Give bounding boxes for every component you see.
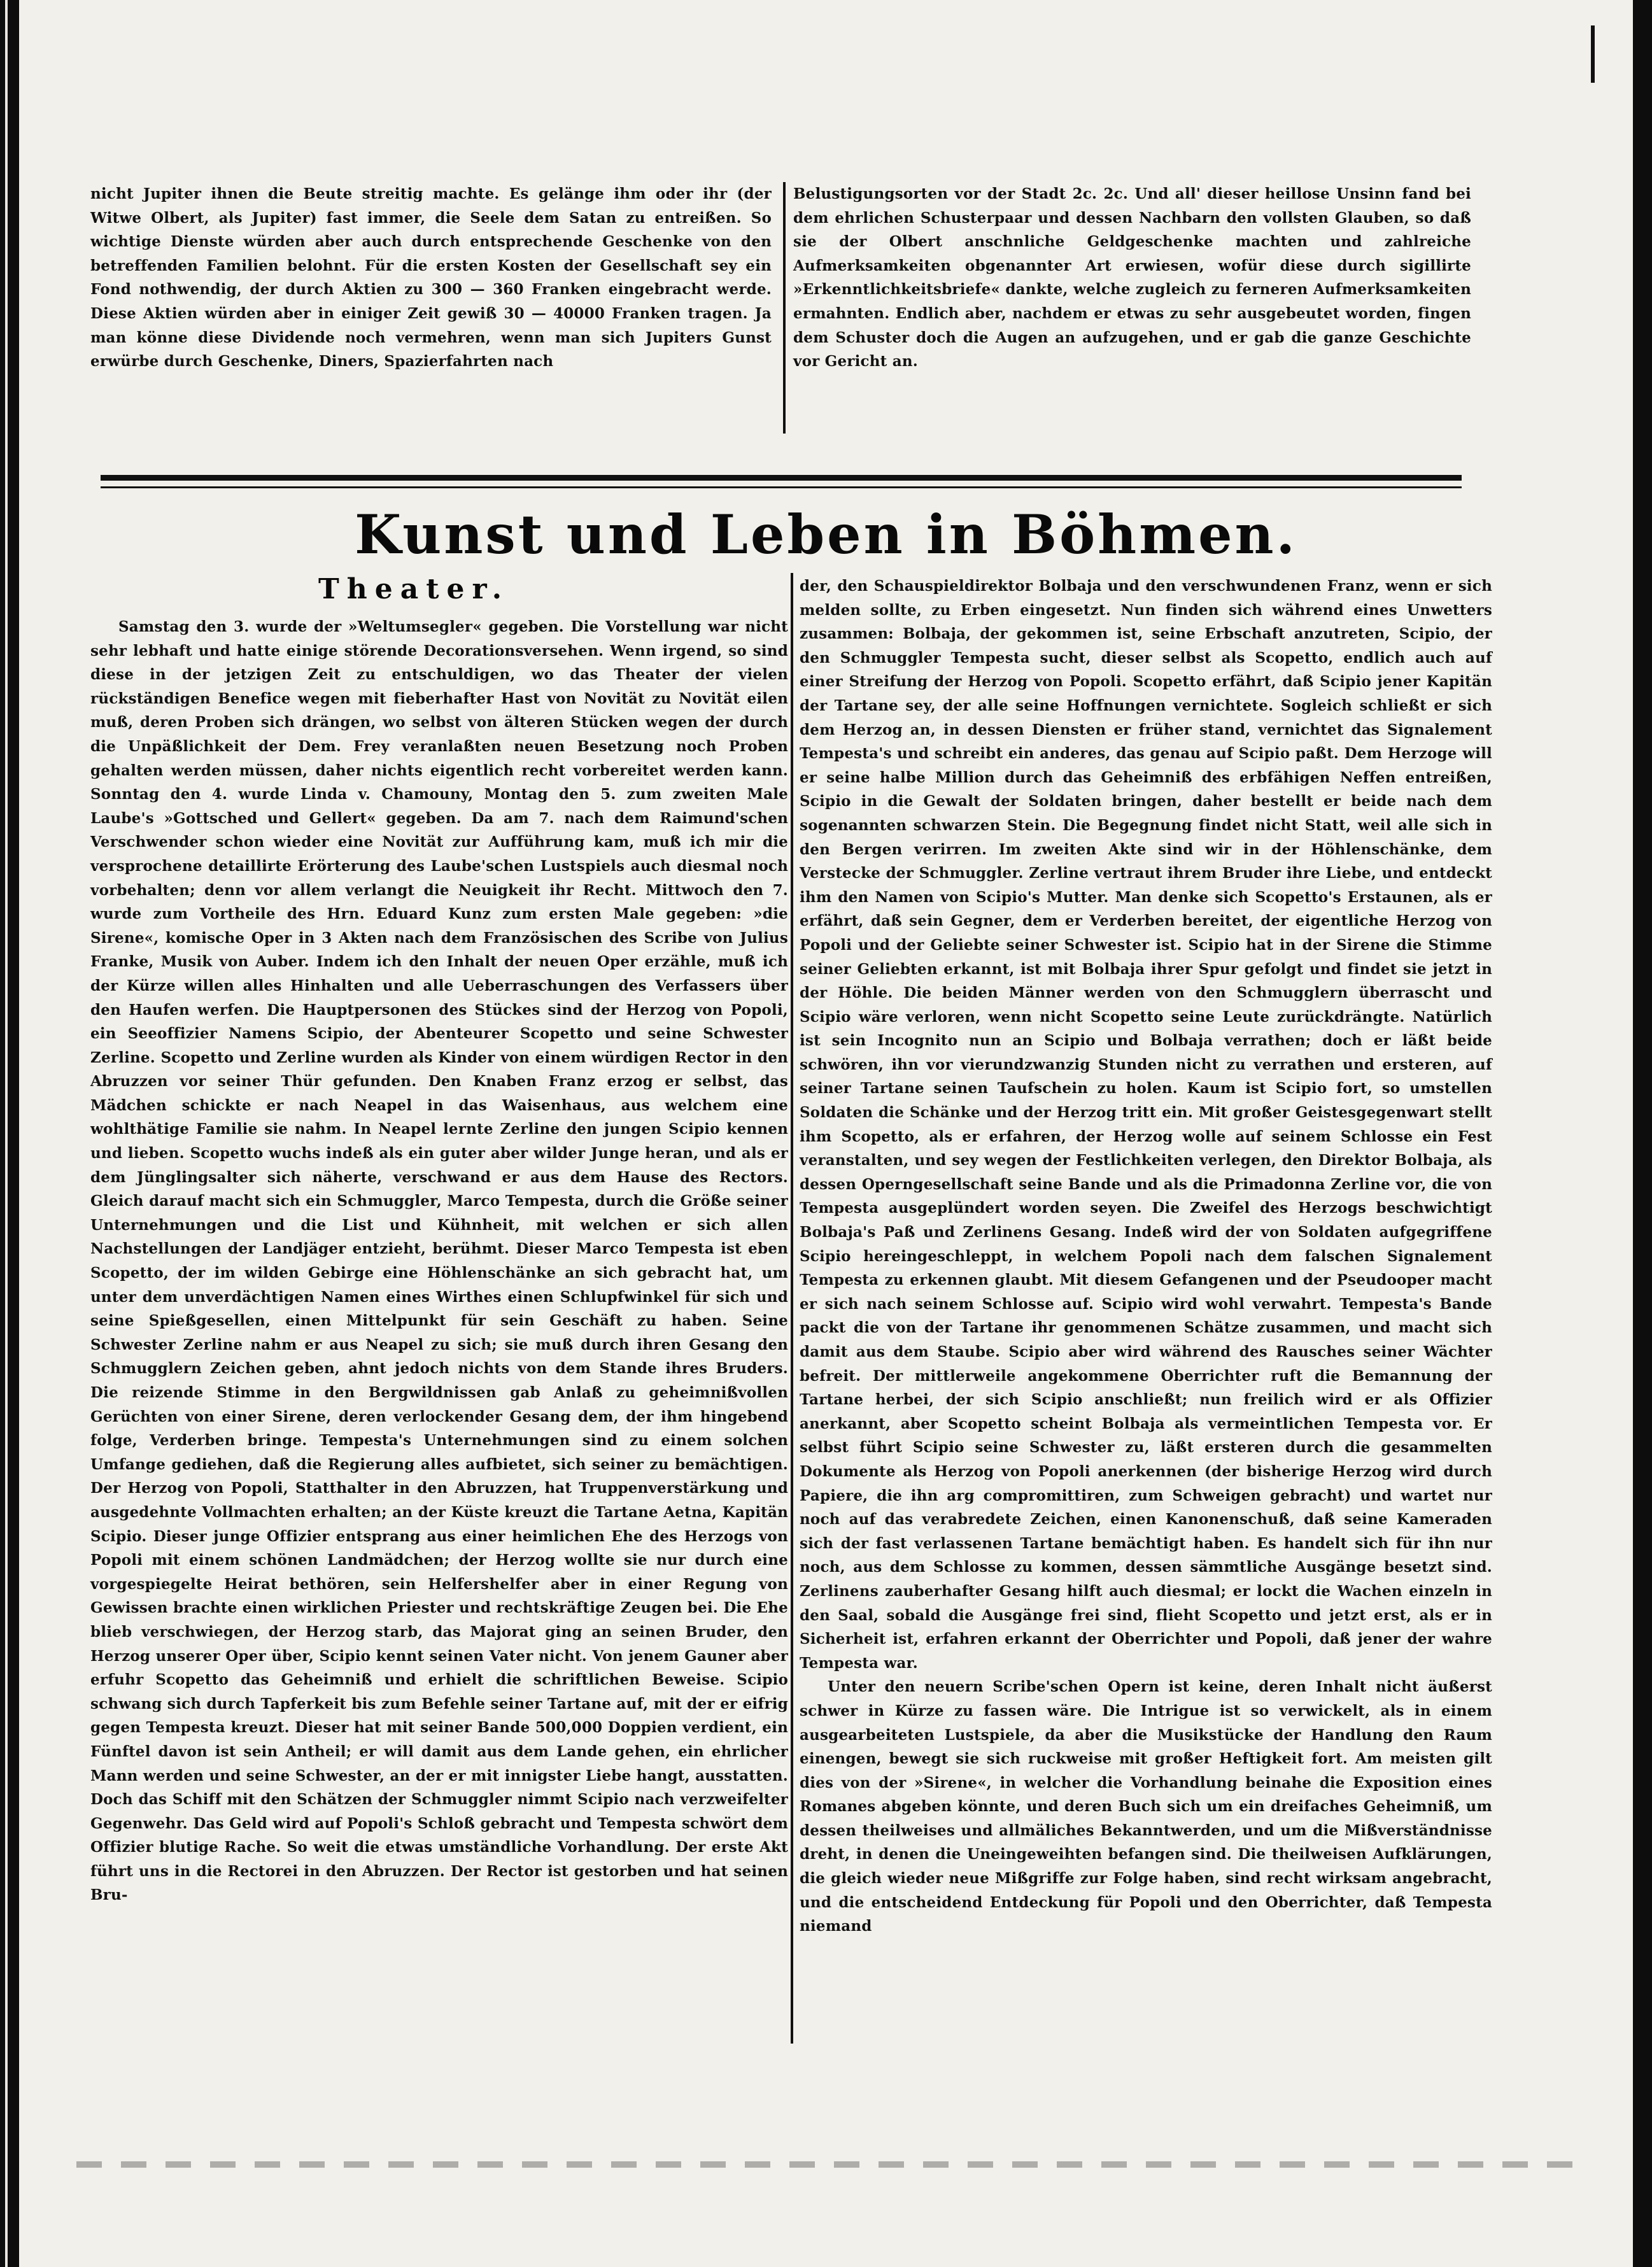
section-headline: Kunst und Leben in Böhmen. [355,503,1297,566]
corner-mark [1546,25,1595,83]
paragraph: nicht Jupiter ihnen die Beute streitig machte. Es gelänge ihm oder ihr (der Witwe Olbert, als Jupiter) fast immer, die Seele dem Satan zu entreißen. So wichtige Dienste würden aber auch durch entsprechende Geschenke von den betreffenden Familien belohnt. Für die ersten Kosten der Gesellschaft sey ein Fond nothwendig, der durch Aktien zu 300 — 360 Franken eingebracht werde. Diese Aktien würden aber in einiger Zeit gewiß 30 — 40000 Franken tragen. Ja man könne diese Dividende noch vermehren, wenn man sich Jupiters Gunst erwürbe durch Geschenke, Diners, Spazierfahrten nach [90,185,772,371]
page-right-edge [1633,0,1652,2267]
section-rule [101,475,1462,481]
column-divider-bottom [791,573,793,2044]
column-divider-top [783,182,786,434]
top-right-column [793,182,1471,374]
bottom-right-column [800,574,1492,1939]
newspaper-page [19,0,1633,2267]
section-rule-thin [101,486,1462,488]
paragraph: der, den Schauspieldirektor Bolbaja und den verschwundenen Franz, wenn er sich melden sollte, zu Erben eingesetzt. Nun finden sich während eines Unwetters zusammen: Bolbaja, der gekommen ist, seine Erbschaft anzutreten, Scipio, der den Schmuggler Tempesta sucht, dieser selbst als Scopetto, endlich auch auf einer Streifung der Herzog von Popoli. Scopetto erfährt, daß Scipio jener Kapitän der Tartane sey, der alle seine Hoffnungen vernichtete. Sogleich schließt er sich dem Herzog an, in dessen Diensten er früher stand, vernichtet das Signalement Tempesta's und schreibt ein anderes, das genau auf Scipio paßt. Dem Herzoge will er seine halbe Million durch das Geheimniß des erbfähigen Neffen entreißen, Scipio in die Gewalt der Soldaten bringen, daher bestellt er beide nach dem sogenannten schwarzen Stein. Die Begegnung findet nicht Statt, weil alle sich in den Bergen verirren. Im zweiten Akte sind wir in der Höhlenschänke, dem Verstecke der Schmuggler. Zerline vertraut ihrem Bruder ihre Liebe, und entdeckt ihm den Namen von Scipio's Mutter. Man denke sich Scopetto's Erstaunen, als er erfährt, daß sein Gegner, dem er Verderben bereitet, der eigentliche Herzog von Popoli und der Geliebte seiner Schwester ist. Scipio hat in der Sirene die Stimme seiner Geliebten erkannt, ist mit Bolbaja ihrer Spur gefolgt und findet sie jetzt in der Höhle. Die beiden Männer werden von den Schmugglern überrascht und Scipio wäre verloren, wenn nicht Scopetto seine Leute zurückdrängte. Natürlich ist sein Incognito nun an Scipio und Bolbaja verrathen; doch er läßt beide schwören, ihn vor vierundzwanzig Stunden nicht zu verrathen und ersteren, auf seiner Tartane seinen Taufschein zu holen. Kaum ist Scipio fort, so umstellen Soldaten die Schänke und der Herzog tritt ein. Mit großer Geistesgegenwart stellt ihm Scopetto, als er erfahren, der Herzog wolle auf seinem Schlosse ein Fest veranstalten, und sey wegen der Festlichkeiten verlegen, den Direktor Bolbaja, als dessen Operngesellschaft seine Bande und als die Primadonna Zerline vor, die von Tempesta ausgeplündert worden seyen. Die Zweifel des Herzogs beschwichtigt Bolbaja's Paß und Zerlinens Gesang. Indeß wird der von Soldaten aufgegriffene Scipio hereingeschleppt, in welchem Popoli nach dem falschen Signalement Tempesta zu erkennen glaubt. Mit diesem Gefangenen und der Pseudooper macht er sich nach seinem Schlosse auf. Scipio wird wohl verwahrt. Tempesta's Bande packt die von der Tartane ihr genommenen Schätze zusammen, und macht sich damit aus dem Staube. Scipio aber wird während des Rausches seiner Wächter befreit. Der mittlerweile angekommene Oberrichter ruft die Bemannung der Tartane herbei, der sich Scipio anschließt; nun freilich wird er als Offizier anerkannt, aber Scopetto scheint Bolbaja als vermeintlichen Tempesta vor. Er selbst führt Scipio seine Schwester zu, läßt ersteren durch die gesammelten Dokumente als Herzog von Popoli anerkennen (der bisherige Herzog wird durch Papiere, die ihn arg compromittiren, zum Schweigen gebracht) und wartet nur noch auf das verabredete Zeichen, einen Kanonenschuß, daß seine Kameraden sich der fast verlassenen Tartane bemächtigt haben. Es handelt sich für ihn nur noch, aus dem Schlosse zu kommen, dessen sämmtliche Ausgänge besetzt sind. Zerlinens zauberhafter Gesang hilft auch diesmal; er lockt die Wachen einzeln in den Saal, sobald die Ausgänge frei sind, flieht Scopetto und jetzt erst, als er in Sicherheit ist, erfahren erkannt der Oberrichter und Popoli, daß jener der wahre Tempesta war. [800,577,1492,1672]
footer-ornament [76,2161,1579,2168]
subsection-heading: Theater. [318,573,510,605]
paragraph: Unter den neuern Scribe'schen Opern ist keine, deren Inhalt nicht äußerst schwer in Kürze zu fassen wäre. Die Intrigue ist so verwickelt, als in einem ausgearbeiteten Lustspiele, da aber die Musikstücke der Handlung den Raum einengen, bewegt sie sich ruckweise mit großer Heftigkeit fort. Am meisten gilt dies von der »Sirene«, in welcher die Vorhandlung beinahe die Exposition eines Romanes abgeben könnte, und deren Buch sich um ein dreifaches Geheimniß, um dessen theilweises und allmäliches Bekanntwerden, und um die Mißverständnisse dreht, in denen die Uneingeweihten befangen sind. Die theilweisen Aufklärungen, die gleich wieder neue Mißgriffe zur Folge haben, sind recht wirksam angebracht, und die entscheidend Entdeckung für Popoli und den Oberrichter, daß Tempesta niemand [800,1678,1492,1935]
paragraph: Belustigungsorten vor der Stadt 2c. 2c. Und all' dieser heillose Unsinn fand bei dem ehrlichen Schusterpaar und dessen Nachbarn den vollsten Glauben, so daß sie der Olbert anschnliche Geldgeschenke machten und zahlreiche Aufmerksamkeiten obgenannter Art erwiesen, wofür diese durch sigillirte »Erkenntlichkeitsbriefe« dankte, welche zugleich zu ferneren Aufmerksamkeiten ermahnten. Endlich aber, nachdem er etwas zu sehr ausgebeutet worden, fingen dem Schuster doch die Augen an aufzugehen, und er gab die ganze Geschichte vor Gericht an. [793,185,1471,371]
top-left-column [90,182,772,374]
paragraph: Samstag den 3. wurde der »Weltumsegler« gegeben. Die Vorstellung war nicht sehr lebhaft und hatte einige störende Decorationsversehen. Wenn irgend, so sind diese in der jetzigen Zeit zu entschuldigen, wo das Theater der vielen rückständigen Benefice wegen mit fieberhafter Hast von Novität zu Novität eilen muß, deren Proben sich drängen, wo selbst von älteren Stücken wegen der durch die Unpäßlichkeit der Dem. Frey veranlaßten neuen Besetzung noch Proben gehalten werden müssen, daher nichts eigentlich recht vorbereitet werden kann. Sonntag den 4. wurde Linda v. Chamouny, Montag den 5. zum zweiten Male Laube's »Gottsched und Gellert« gegeben. Da am 7. nach dem Raimund'schen Verschwender schon wieder eine Novität zur Aufführung kam, muß ich mir die versprochene detaillirte Erörterung des Laube'schen Lustspiels auch diesmal noch vorbehalten; denn vor allem verlangt die Neuigkeit ihr Recht. Mittwoch den 7. wurde zum Vortheile des Hrn. Eduard Kunz zum ersten Male gegeben: »die Sirene«, komische Oper in 3 Akten nach dem Französischen des Scribe von Julius Franke, Musik von Auber. Indem ich den Inhalt der neuen Oper erzähle, muß ich der Kürze willen alles Hinhalten und alle Ueberraschungen des Verfassers über den Haufen werfen. Die Hauptpersonen des Stückes sind der Herzog von Popoli, ein Seeoffizier Namens Scipio, der Abenteurer Scopetto und seine Schwester Zerline. Scopetto und Zerline wurden als Kinder von einem würdigen Rector in den Abruzzen vor seiner Thür gefunden. Den Knaben Franz erzog er selbst, das Mädchen schickte er nach Neapel in das Waisenhaus, aus welchem eine wohlthätige Familie sie nahm. In Neapel lernte Zerline den jungen Scipio kennen und lieben. Scopetto wuchs indeß als ein guter aber wilder Junge heran, und als er dem Jünglingsalter sich näherte, verschwand er aus dem Hause des Rectors. Gleich darauf macht sich ein Schmuggler, Marco Tempesta, durch die Größe seiner Unternehmungen und die List und Kühnheit, mit welchen er sich allen Nachstellungen der Landjäger entzieht, berühmt. Dieser Marco Tempesta ist eben Scopetto, der im wilden Gebirge eine Höhlenschänke an sich gebracht hat, um unter dem unverdächtigen Namen eines Wirthes einen Schlupfwinkel für sich und seine Spießgesellen, einen Mittelpunkt für sein Geschäft zu haben. Seine Schwester Zerline nahm er aus Neapel zu sich; sie muß durch ihren Gesang den Schmugglern Zeichen geben, ahnt jedoch nichts von dem Stande ihres Bruders. Die reizende Stimme in den Bergwildnissen gab Anlaß zu geheimnißvollen Gerüchten von einer Sirene, deren verlockender Gesang dem, der ihm hingebend folge, Verderben bringe. Tempesta's Unternehmungen sind zu einem solchen Umfange gediehen, daß die Regierung alles aufbietet, sich seiner zu bemächtigen. Der Herzog von Popoli, Statthalter in den Abruzzen, hat Truppenverstärkung und ausgedehnte Vollmachten erhalten; an der Küste kreuzt die Tartane Aetna, Kapitän Scipio. Dieser junge Offizier entsprang aus einer heimlichen Ehe des Herzogs von Popoli mit einem schönen Landmädchen; der Herzog wollte sie nur durch eine vorgespiegelte Heirat bethören, sein Helfershelfer aber in einer Regung von Gewissen brachte einen wirklichen Priester und rechtskräftige Zeugen bei. Die Ehe blieb verschwiegen, der Herzog starb, das Majorat ging an seinen Bruder, den Herzog unserer Oper über, Scipio kennt seinen Vater nicht. Von jenem Gauner aber erfuhr Scopetto das Geheimniß und erhielt die schriftlichen Beweise. Scipio schwang sich durch Tapferkeit bis zum Befehle seiner Tartane auf, mit der er eifrig gegen Tempesta kreuzt. Dieser hat mit seiner Bande 500,000 Doppien verdient, ein Fünftel davon ist sein Antheil; er will damit aus dem Lande gehen, ein ehrlicher Mann werden und seine Schwester, an der er mit innigster Liebe hangt, ausstatten. Doch das Schiff mit den Schätzen der Schmuggler nimmt Scipio nach verzweifelter Gegenwehr. Das Geld wird auf Popoli's Schloß gebracht und Tempesta schwört dem Offizier blutige Rache. So weit die etwas umständliche Vorhandlung. Der erste Akt führt uns in die Rectorei in den Abruzzen. Der Rector ist gestorben und hat seinen Bru- [90,618,788,1904]
page-left-edge [0,0,19,2267]
bottom-left-column [90,615,788,1907]
